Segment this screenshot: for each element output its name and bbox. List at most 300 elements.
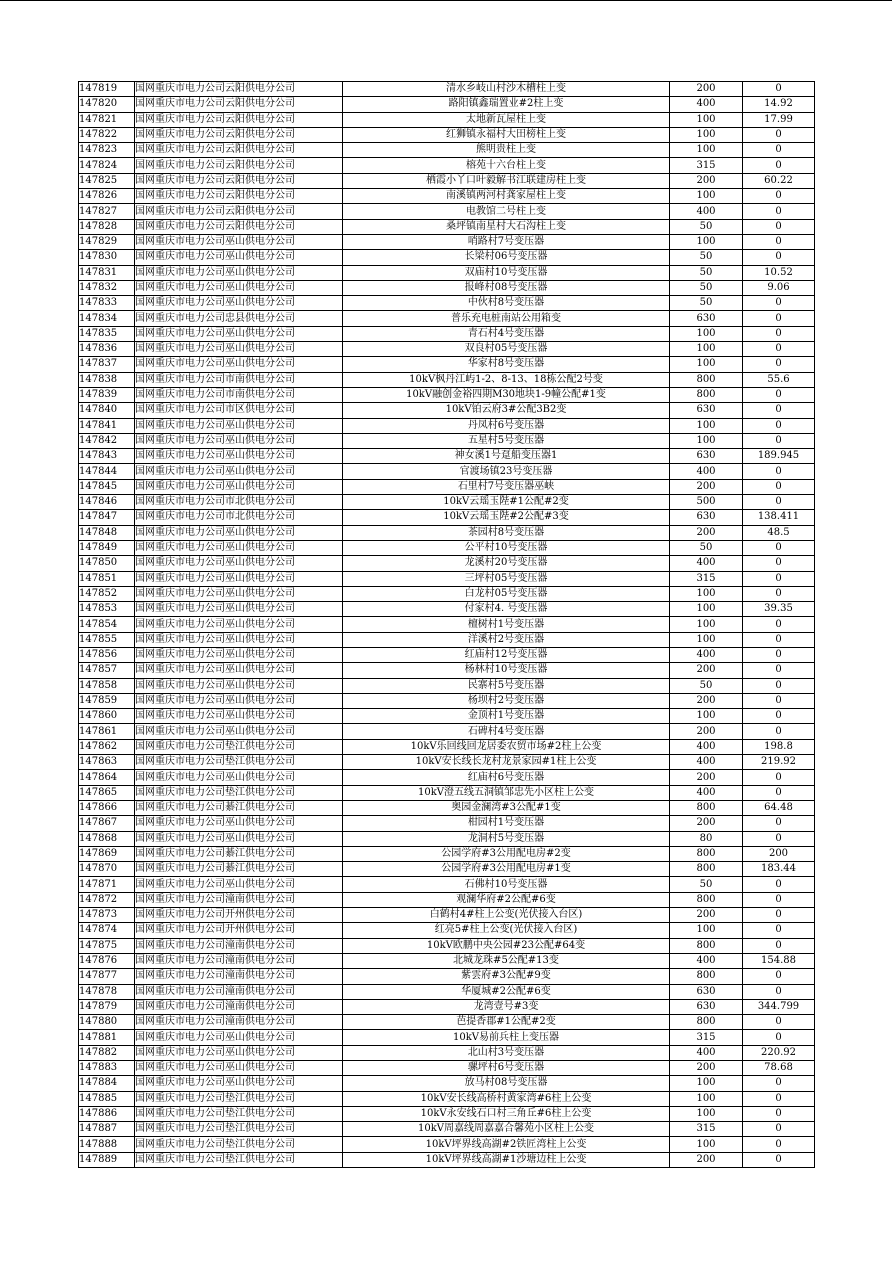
row-company: 国网重庆市电力公司巫山供电分公司 xyxy=(135,1076,343,1091)
row-company: 国网重庆市电力公司巫山供电分公司 xyxy=(135,556,343,571)
row-company: 国网重庆市电力公司巫山供电分公司 xyxy=(135,1030,343,1045)
row-id: 147833 xyxy=(79,296,135,311)
table-row xyxy=(79,1015,815,1030)
row-id: 147870 xyxy=(79,862,135,877)
table-row xyxy=(79,862,815,877)
row-value: 0 xyxy=(743,464,815,479)
row-company: 国网重庆市电力公司垫江供电分公司 xyxy=(135,1122,343,1137)
row-id: 147836 xyxy=(79,342,135,357)
row-transformer-name: 电教馆二号柱上变 xyxy=(343,204,670,219)
row-capacity: 100 xyxy=(670,234,743,249)
row-capacity: 100 xyxy=(670,617,743,632)
row-capacity: 50 xyxy=(670,678,743,693)
table-row xyxy=(79,418,815,433)
table-row xyxy=(79,816,815,831)
row-value: 138.411 xyxy=(743,510,815,525)
table-row xyxy=(79,1152,815,1167)
row-transformer-name: 10kV枫丹江屿1-2、8-13、18栋公配2号变 xyxy=(343,372,670,387)
row-company: 国网重庆市电力公司潼南供电分公司 xyxy=(135,892,343,907)
row-id: 147845 xyxy=(79,479,135,494)
table-row xyxy=(79,204,815,219)
row-value: 200 xyxy=(743,846,815,861)
table-row xyxy=(79,953,815,968)
row-transformer-name: 报峰村08号变压器 xyxy=(343,280,670,295)
row-id: 147828 xyxy=(79,219,135,234)
row-company: 国网重庆市电力公司垫江供电分公司 xyxy=(135,755,343,770)
row-company: 国网重庆市电力公司巫山供电分公司 xyxy=(135,632,343,647)
row-capacity: 400 xyxy=(670,464,743,479)
row-id: 147882 xyxy=(79,1045,135,1060)
row-transformer-name: 10kV云瑶玉陛#1公配#2变 xyxy=(343,495,670,510)
row-value: 189.945 xyxy=(743,449,815,464)
row-id: 147853 xyxy=(79,602,135,617)
row-capacity: 400 xyxy=(670,556,743,571)
row-capacity: 50 xyxy=(670,877,743,892)
row-company: 国网重庆市电力公司垫江供电分公司 xyxy=(135,1106,343,1121)
row-capacity: 800 xyxy=(670,800,743,815)
table-row xyxy=(79,112,815,127)
row-id: 147857 xyxy=(79,663,135,678)
row-id: 147880 xyxy=(79,1015,135,1030)
table-row xyxy=(79,709,815,724)
row-company: 国网重庆市电力公司巫山供电分公司 xyxy=(135,357,343,372)
row-id: 147839 xyxy=(79,387,135,402)
row-id: 147883 xyxy=(79,1061,135,1076)
table-row xyxy=(79,387,815,402)
row-capacity: 630 xyxy=(670,403,743,418)
row-id: 147876 xyxy=(79,953,135,968)
row-value: 0 xyxy=(743,1091,815,1106)
row-value: 0 xyxy=(743,1030,815,1045)
row-value: 0 xyxy=(743,1152,815,1167)
row-transformer-name: 红庙村6号变压器 xyxy=(343,770,670,785)
row-id: 147864 xyxy=(79,770,135,785)
row-transformer-name: 华厦城#2公配#6变 xyxy=(343,984,670,999)
row-transformer-name: 石里村7号变压器巫峡 xyxy=(343,479,670,494)
row-capacity: 100 xyxy=(670,418,743,433)
row-transformer-name: 北城龙珠#5公配#13变 xyxy=(343,953,670,968)
row-capacity: 315 xyxy=(670,1122,743,1137)
row-id: 147825 xyxy=(79,173,135,188)
table-row xyxy=(79,1122,815,1137)
row-value: 220.92 xyxy=(743,1045,815,1060)
row-id: 147849 xyxy=(79,540,135,555)
row-value: 0 xyxy=(743,495,815,510)
row-capacity: 100 xyxy=(670,326,743,341)
row-company: 国网重庆市电力公司云阳供电分公司 xyxy=(135,143,343,158)
row-transformer-name: 红庙村12号变压器 xyxy=(343,647,670,662)
row-transformer-name: 杨林村10号变压器 xyxy=(343,663,670,678)
row-capacity: 100 xyxy=(670,112,743,127)
row-id: 147861 xyxy=(79,724,135,739)
table-row xyxy=(79,219,815,234)
row-transformer-name: 桑坪镇南星村大石沟柱上变 xyxy=(343,219,670,234)
table-row xyxy=(79,1061,815,1076)
row-capacity: 800 xyxy=(670,387,743,402)
table-row xyxy=(79,800,815,815)
row-value: 0 xyxy=(743,250,815,265)
row-value: 55.6 xyxy=(743,372,815,387)
row-capacity: 50 xyxy=(670,540,743,555)
row-capacity: 400 xyxy=(670,953,743,968)
row-id: 147827 xyxy=(79,204,135,219)
table-row xyxy=(79,739,815,754)
table-row xyxy=(79,846,815,861)
row-company: 国网重庆市电力公司云阳供电分公司 xyxy=(135,204,343,219)
row-value: 0 xyxy=(743,326,815,341)
table-row xyxy=(79,586,815,601)
row-id: 147856 xyxy=(79,647,135,662)
row-company: 国网重庆市电力公司巫山供电分公司 xyxy=(135,678,343,693)
row-transformer-name: 10kV澄五线五洞镇邹忠先小区柱上公变 xyxy=(343,785,670,800)
table-row xyxy=(79,189,815,204)
row-capacity: 630 xyxy=(670,510,743,525)
row-transformer-name: 檀树村1号变压器 xyxy=(343,617,670,632)
row-transformer-name: 栖霞小丫口叶毅解书江联建房柱上变 xyxy=(343,173,670,188)
table-body xyxy=(79,82,815,1168)
row-transformer-name: 白龙村05号变压器 xyxy=(343,586,670,601)
row-capacity: 315 xyxy=(670,571,743,586)
row-transformer-name: 五星村5号变压器 xyxy=(343,433,670,448)
row-id: 147838 xyxy=(79,372,135,387)
row-id: 147873 xyxy=(79,908,135,923)
row-id: 147823 xyxy=(79,143,135,158)
row-value: 10.52 xyxy=(743,265,815,280)
row-transformer-name: 哨路村7号变压器 xyxy=(343,234,670,249)
row-value: 0 xyxy=(743,724,815,739)
table-row xyxy=(79,479,815,494)
row-company: 国网重庆市电力公司巫山供电分公司 xyxy=(135,326,343,341)
row-capacity: 200 xyxy=(670,82,743,97)
row-transformer-name: 杨坝村2号变压器 xyxy=(343,693,670,708)
row-value: 0 xyxy=(743,663,815,678)
row-id: 147886 xyxy=(79,1106,135,1121)
row-value: 39.35 xyxy=(743,602,815,617)
row-transformer-name: 10kV坪界线高湖#1沙塘边柱上公变 xyxy=(343,1152,670,1167)
table-row xyxy=(79,556,815,571)
row-value: 0 xyxy=(743,204,815,219)
table-row xyxy=(79,647,815,662)
table-row xyxy=(79,984,815,999)
row-capacity: 400 xyxy=(670,1045,743,1060)
row-company: 国网重庆市电力公司垫江供电分公司 xyxy=(135,739,343,754)
row-transformer-name: 付家村4. 号变压器 xyxy=(343,602,670,617)
row-id: 147819 xyxy=(79,82,135,97)
table-row xyxy=(79,678,815,693)
row-value: 0 xyxy=(743,617,815,632)
table-row xyxy=(79,449,815,464)
row-transformer-name: 北山村3号变压器 xyxy=(343,1045,670,1060)
row-transformer-name: 丹凤村6号变压器 xyxy=(343,418,670,433)
table-row xyxy=(79,632,815,647)
row-capacity: 400 xyxy=(670,204,743,219)
row-id: 147887 xyxy=(79,1122,135,1137)
row-company: 国网重庆市电力公司市南供电分公司 xyxy=(135,372,343,387)
row-value: 78.68 xyxy=(743,1061,815,1076)
row-company: 国网重庆市电力公司巫山供电分公司 xyxy=(135,296,343,311)
row-transformer-name: 10kV融创金裕四期M30地块1-9幢公配#1变 xyxy=(343,387,670,402)
row-value: 0 xyxy=(743,632,815,647)
table-row xyxy=(79,969,815,984)
row-id: 147889 xyxy=(79,1152,135,1167)
row-capacity: 200 xyxy=(670,724,743,739)
row-capacity: 200 xyxy=(670,525,743,540)
row-company: 国网重庆市电力公司巫山供电分公司 xyxy=(135,418,343,433)
row-value: 0 xyxy=(743,709,815,724)
row-capacity: 200 xyxy=(670,770,743,785)
table-row xyxy=(79,540,815,555)
row-company: 国网重庆市电力公司市北供电分公司 xyxy=(135,510,343,525)
row-value: 0 xyxy=(743,1122,815,1137)
row-value: 0 xyxy=(743,143,815,158)
table-row xyxy=(79,326,815,341)
row-id: 147885 xyxy=(79,1091,135,1106)
row-capacity: 630 xyxy=(670,311,743,326)
row-transformer-name: 榕苑十六台柱上变 xyxy=(343,158,670,173)
row-id: 147847 xyxy=(79,510,135,525)
row-capacity: 400 xyxy=(670,755,743,770)
row-company: 国网重庆市电力公司巫山供电分公司 xyxy=(135,280,343,295)
table-row xyxy=(79,938,815,953)
row-transformer-name: 石佛村10号变压器 xyxy=(343,877,670,892)
transformer-table xyxy=(78,81,815,1168)
row-company: 国网重庆市电力公司忠县供电分公司 xyxy=(135,311,343,326)
row-transformer-name: 公园学府#3公用配电房#1变 xyxy=(343,862,670,877)
row-id: 147830 xyxy=(79,250,135,265)
row-transformer-name: 华家村8号变压器 xyxy=(343,357,670,372)
table-row xyxy=(79,571,815,586)
row-capacity: 100 xyxy=(670,189,743,204)
row-id: 147867 xyxy=(79,816,135,831)
row-transformer-name: 长梁村06号变压器 xyxy=(343,250,670,265)
row-id: 147829 xyxy=(79,234,135,249)
row-value: 0 xyxy=(743,479,815,494)
row-id: 147862 xyxy=(79,739,135,754)
row-company: 国网重庆市电力公司云阳供电分公司 xyxy=(135,158,343,173)
row-value: 64.48 xyxy=(743,800,815,815)
row-id: 147875 xyxy=(79,938,135,953)
row-value: 0 xyxy=(743,678,815,693)
row-id: 147835 xyxy=(79,326,135,341)
row-company: 国网重庆市电力公司云阳供电分公司 xyxy=(135,189,343,204)
row-company: 国网重庆市电力公司潼南供电分公司 xyxy=(135,953,343,968)
table-row xyxy=(79,1137,815,1152)
row-company: 国网重庆市电力公司垫江供电分公司 xyxy=(135,1152,343,1167)
row-transformer-name: 熊明贵柱上变 xyxy=(343,143,670,158)
table-row xyxy=(79,143,815,158)
row-capacity: 100 xyxy=(670,1137,743,1152)
row-id: 147837 xyxy=(79,357,135,372)
row-company: 国网重庆市电力公司潼南供电分公司 xyxy=(135,999,343,1014)
row-transformer-name: 红狮镇永福村大田榜柱上变 xyxy=(343,127,670,142)
row-value: 0 xyxy=(743,647,815,662)
row-capacity: 315 xyxy=(670,1030,743,1045)
table-row xyxy=(79,999,815,1014)
table-row xyxy=(79,1091,815,1106)
row-id: 147866 xyxy=(79,800,135,815)
row-transformer-name: 芭提香郡#1公配#2变 xyxy=(343,1015,670,1030)
row-id: 147884 xyxy=(79,1076,135,1091)
table-row xyxy=(79,495,815,510)
row-id: 147852 xyxy=(79,586,135,601)
row-value: 0 xyxy=(743,1137,815,1152)
row-company: 国网重庆市电力公司市区供电分公司 xyxy=(135,403,343,418)
row-capacity: 50 xyxy=(670,250,743,265)
row-company: 国网重庆市电力公司巫山供电分公司 xyxy=(135,571,343,586)
row-company: 国网重庆市电力公司垫江供电分公司 xyxy=(135,1091,343,1106)
row-value: 14.92 xyxy=(743,97,815,112)
table-row xyxy=(79,280,815,295)
table-row xyxy=(79,127,815,142)
row-transformer-name: 10kV欧鹏中央公园#23公配#64变 xyxy=(343,938,670,953)
row-transformer-name: 紫雲府#3公配#9变 xyxy=(343,969,670,984)
row-company: 国网重庆市电力公司巫山供电分公司 xyxy=(135,265,343,280)
row-id: 147821 xyxy=(79,112,135,127)
row-company: 国网重庆市电力公司巫山供电分公司 xyxy=(135,525,343,540)
table-row xyxy=(79,158,815,173)
row-value: 0 xyxy=(743,357,815,372)
row-company: 国网重庆市电力公司云阳供电分公司 xyxy=(135,219,343,234)
row-capacity: 100 xyxy=(670,127,743,142)
table-row xyxy=(79,831,815,846)
row-capacity: 800 xyxy=(670,862,743,877)
row-capacity: 800 xyxy=(670,938,743,953)
row-company: 国网重庆市电力公司云阳供电分公司 xyxy=(135,127,343,142)
row-transformer-name: 龙湾壹号#3变 xyxy=(343,999,670,1014)
row-transformer-name: 金顶村1号变压器 xyxy=(343,709,670,724)
row-company: 国网重庆市电力公司巫山供电分公司 xyxy=(135,724,343,739)
row-value: 0 xyxy=(743,816,815,831)
table-row xyxy=(79,693,815,708)
row-transformer-name: 南溪镇两河村龚家屋柱上变 xyxy=(343,189,670,204)
row-value: 0 xyxy=(743,923,815,938)
row-capacity: 100 xyxy=(670,709,743,724)
row-capacity: 315 xyxy=(670,158,743,173)
row-value: 0 xyxy=(743,892,815,907)
table-row xyxy=(79,1030,815,1045)
table-row xyxy=(79,357,815,372)
row-capacity: 800 xyxy=(670,846,743,861)
row-transformer-name: 观澜华府#2公配#6变 xyxy=(343,892,670,907)
table-row xyxy=(79,1106,815,1121)
row-transformer-name: 骡坪村6号变压器 xyxy=(343,1061,670,1076)
row-capacity: 100 xyxy=(670,143,743,158)
row-transformer-name: 10kV周嘉线周嘉嘉合馨苑小区柱上公变 xyxy=(343,1122,670,1137)
table-row xyxy=(79,173,815,188)
row-id: 147842 xyxy=(79,433,135,448)
row-value: 48.5 xyxy=(743,525,815,540)
table-row xyxy=(79,724,815,739)
table-row xyxy=(79,617,815,632)
row-company: 国网重庆市电力公司开州供电分公司 xyxy=(135,908,343,923)
row-company: 国网重庆市电力公司市南供电分公司 xyxy=(135,387,343,402)
row-transformer-name: 公园学府#3公用配电房#2变 xyxy=(343,846,670,861)
row-value: 154.88 xyxy=(743,953,815,968)
row-id: 147820 xyxy=(79,97,135,112)
row-capacity: 400 xyxy=(670,785,743,800)
row-capacity: 630 xyxy=(670,984,743,999)
row-value: 183.44 xyxy=(743,862,815,877)
row-company: 国网重庆市电力公司巫山供电分公司 xyxy=(135,1045,343,1060)
row-id: 147855 xyxy=(79,632,135,647)
table-row xyxy=(79,525,815,540)
row-company: 国网重庆市电力公司巫山供电分公司 xyxy=(135,877,343,892)
row-id: 147848 xyxy=(79,525,135,540)
row-transformer-name: 洋溪村2号变压器 xyxy=(343,632,670,647)
row-id: 147850 xyxy=(79,556,135,571)
row-capacity: 200 xyxy=(670,1061,743,1076)
row-transformer-name: 太地新瓦屋柱上变 xyxy=(343,112,670,127)
row-value: 0 xyxy=(743,82,815,97)
row-company: 国网重庆市电力公司巫山供电分公司 xyxy=(135,540,343,555)
row-company: 国网重庆市电力公司巫山供电分公司 xyxy=(135,693,343,708)
table-row xyxy=(79,265,815,280)
row-value: 0 xyxy=(743,342,815,357)
row-transformer-name: 双庙村10号变压器 xyxy=(343,265,670,280)
row-capacity: 200 xyxy=(670,663,743,678)
row-value: 0 xyxy=(743,693,815,708)
table-row xyxy=(79,342,815,357)
row-capacity: 50 xyxy=(670,219,743,234)
row-company: 国网重庆市电力公司云阳供电分公司 xyxy=(135,97,343,112)
row-capacity: 100 xyxy=(670,632,743,647)
row-company: 国网重庆市电力公司巫山供电分公司 xyxy=(135,250,343,265)
row-transformer-name: 10kV云瑶玉陛#2公配#3变 xyxy=(343,510,670,525)
row-id: 147860 xyxy=(79,709,135,724)
row-capacity: 200 xyxy=(670,693,743,708)
row-capacity: 800 xyxy=(670,1015,743,1030)
row-capacity: 100 xyxy=(670,923,743,938)
row-id: 147863 xyxy=(79,755,135,770)
table-row xyxy=(79,464,815,479)
row-id: 147881 xyxy=(79,1030,135,1045)
row-value: 0 xyxy=(743,938,815,953)
row-value: 0 xyxy=(743,433,815,448)
table-row xyxy=(79,923,815,938)
row-id: 147872 xyxy=(79,892,135,907)
row-id: 147851 xyxy=(79,571,135,586)
row-company: 国网重庆市电力公司开州供电分公司 xyxy=(135,923,343,938)
row-id: 147878 xyxy=(79,984,135,999)
row-capacity: 200 xyxy=(670,173,743,188)
row-id: 147834 xyxy=(79,311,135,326)
row-company: 国网重庆市电力公司云阳供电分公司 xyxy=(135,82,343,97)
row-company: 国网重庆市电力公司巫山供电分公司 xyxy=(135,647,343,662)
table-row xyxy=(79,403,815,418)
table-row xyxy=(79,234,815,249)
row-value: 0 xyxy=(743,785,815,800)
row-value: 0 xyxy=(743,908,815,923)
row-company: 国网重庆市电力公司巫山供电分公司 xyxy=(135,770,343,785)
row-value: 0 xyxy=(743,158,815,173)
row-company: 国网重庆市电力公司綦江供电分公司 xyxy=(135,846,343,861)
row-capacity: 400 xyxy=(670,739,743,754)
row-transformer-name: 民寨村5号变压器 xyxy=(343,678,670,693)
table-row xyxy=(79,1045,815,1060)
table-row xyxy=(79,250,815,265)
row-capacity: 80 xyxy=(670,831,743,846)
row-value: 0 xyxy=(743,1015,815,1030)
row-id: 147844 xyxy=(79,464,135,479)
row-id: 147846 xyxy=(79,495,135,510)
row-value: 0 xyxy=(743,219,815,234)
row-value: 0 xyxy=(743,586,815,601)
row-id: 147822 xyxy=(79,127,135,142)
row-company: 国网重庆市电力公司巫山供电分公司 xyxy=(135,602,343,617)
row-company: 国网重庆市电力公司巫山供电分公司 xyxy=(135,234,343,249)
row-transformer-name: 10kV安长线高桥村黄家湾#6柱上公变 xyxy=(343,1091,670,1106)
row-company: 国网重庆市电力公司巫山供电分公司 xyxy=(135,816,343,831)
